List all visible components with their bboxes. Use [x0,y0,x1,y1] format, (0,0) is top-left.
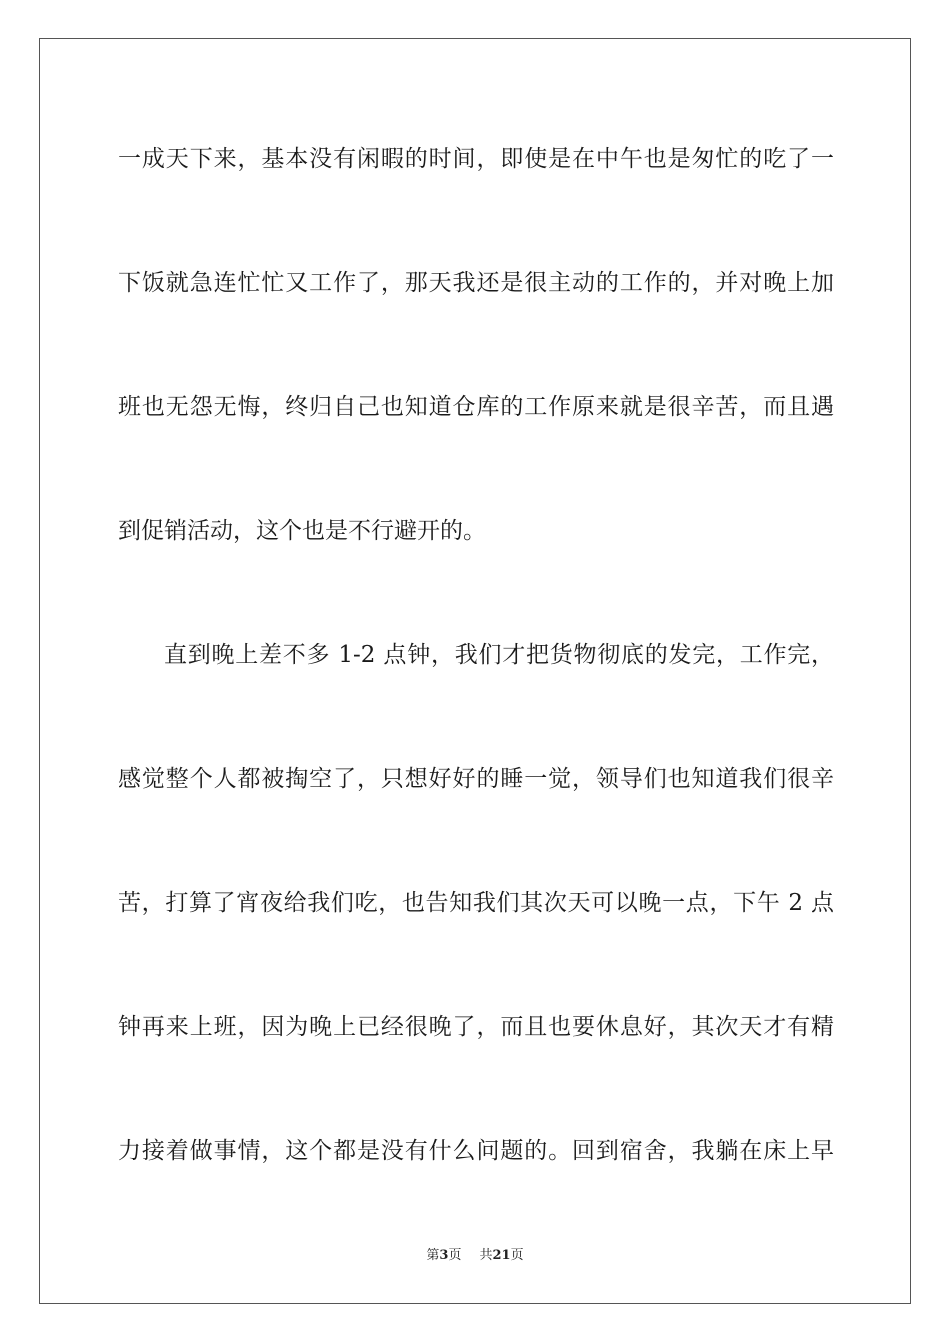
text-line-1: 一成天下来，基本没有闲暇的时间，即使是在中午也是匆忙的吃了一 [118,146,834,172]
text-line-4: 到促销活动，这个也是不行避开的。 [118,518,486,544]
total-suffix: 页 [510,1248,524,1263]
page-prefix: 第 [426,1248,440,1263]
text-line-3: 班也无怨无悔，终归自己也知道仓库的工作原来就是很辛苦，而且遇 [118,394,834,420]
page-footer [0,1244,950,1263]
page-suffix: 页 [448,1248,462,1263]
document-body [118,128,834,1182]
text-line-6: 感觉整个人都被掏空了，只想好好的睡一觉，领导们也知道我们很辛 [118,766,834,792]
text-line-2: 下饭就急连忙忙又工作了，那天我还是很主动的工作的，并对晚上加 [118,270,834,296]
total-pages: 21 [492,1248,511,1263]
text-line-5: 直到晚上差不多 1-2 点钟，我们才把货物彻底的发完，工作完， [164,642,834,668]
text-line-7: 苦，打算了宵夜给我们吃，也告知我们其次天可以晚一点，下午 2 点 [118,890,834,916]
total-prefix: 共 [479,1248,493,1263]
text-line-8: 钟再来上班，因为晚上已经很晚了，而且也要休息好，其次天才有精 [118,1014,834,1040]
text-line-9: 力接着做事情，这个都是没有什么问题的。回到宿舍，我躺在床上早 [118,1138,834,1164]
page-number: 3 [439,1248,449,1263]
